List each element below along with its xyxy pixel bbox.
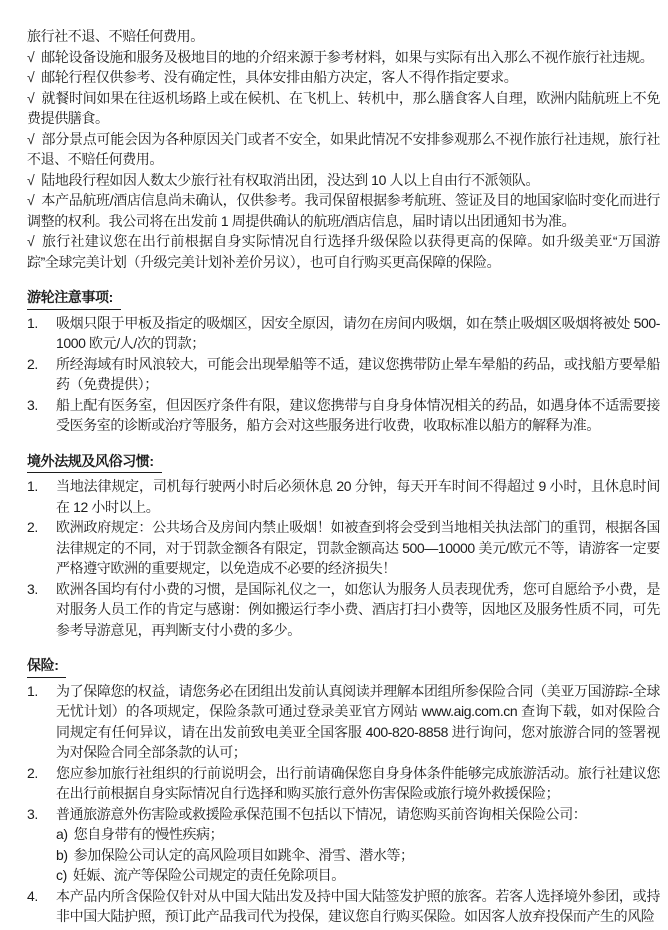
check-mark-icon: √ xyxy=(27,192,35,208)
item-number: 1. xyxy=(27,314,38,331)
notice-text: 部分景点可能会因为各种原因关门或者不安全，如果此情况不安排参观那么不视作旅行社违规，旅行社不退、不赔任何费用。 xyxy=(27,130,660,167)
numbered-item xyxy=(27,804,660,886)
sub-item-marker: b) xyxy=(56,846,68,863)
sub-item-text: 参加保险公司认定的高风险项目如跳伞、滑雪、潜水等； xyxy=(73,846,414,863)
section-heading-text: 保险: xyxy=(27,655,66,678)
section-heading-text: 境外法规及风俗习惯: xyxy=(27,451,162,474)
notice-item xyxy=(27,231,660,272)
item-text: 为了保障您的权益，请您务必在团组出发前认真阅读并理解本团组所参保险合同（美亚万国游踪-全球无忧计划）的各项规定，保险条款可通过登录美亚官方网站 www.aig.com.cn 查询下载，如对保险合同规定有任何异议，请在出发前致电美亚全国客服 400-820-8858 进行询问，您对旅游合同的签署视为对保险合同全部条款的认可； xyxy=(56,682,660,760)
item-number: 3. xyxy=(27,805,38,822)
check-mark-icon: √ xyxy=(27,69,35,85)
numbered-item xyxy=(27,395,660,436)
numbered-item xyxy=(27,476,660,517)
sub-item-marker: c) xyxy=(56,867,67,883)
item-text: 本产品内所含保险仅针对从中国大陆出发及持中国大陆签发护照的旅客。若客人选择境外参团，或持非中国大陆护照，预订此产品我司代为投保，建议您自行购买保险。如因客人放弃投保而产生的风险 xyxy=(56,887,660,924)
numbered-item xyxy=(27,517,660,579)
item-number: 2. xyxy=(27,764,38,781)
check-mark-icon: √ xyxy=(27,130,35,147)
item-number: 4. xyxy=(27,887,38,904)
notice-text: 邮轮设备设施和服务及极地目的地的介绍来源于参考材料，如果与实际有出入那么不视作旅行社违规。 xyxy=(41,48,654,65)
notice-item xyxy=(27,129,660,170)
item-text: 您应参加旅行社组织的行前说明会，出行前请确保您自身身体条件能够完成旅游活动。旅行社建议您在出行前根据自身实际情况自行选择和购买旅行意外伤害保险或旅行境外救援保险； xyxy=(56,764,660,801)
section-heading-insurance xyxy=(27,655,660,678)
numbered-item xyxy=(27,763,660,804)
numbered-item xyxy=(27,579,660,641)
item-text: 吸烟只限于甲板及指定的吸烟区，因安全原因，请勿在房间内吸烟，如在禁止吸烟区吸烟将被处 500-1000 欧元/人/次的罚款； xyxy=(56,314,660,351)
section-heading-cruise-notes xyxy=(27,287,660,310)
notice-text: 就餐时间如果在往返机场路上或在候机、在飞机上、转机中，那么膳食客人自理，欧洲内陆航班上不免费提供膳食。 xyxy=(27,89,660,126)
numbered-item xyxy=(27,886,660,927)
sub-item-text: 您自身带有的慢性疾病； xyxy=(73,826,224,842)
numbered-item xyxy=(27,354,660,395)
item-number: 2. xyxy=(27,355,38,372)
notice-text: 陆地段行程如因人数太少旅行社有权取消出团，没达到 10 人以上自由行不派领队。 xyxy=(41,171,540,188)
item-number: 1. xyxy=(27,682,38,699)
item-text: 欧洲政府规定：公共场合及房间内禁止吸烟！如被查到将会受到当地相关执法部门的重罚，根据各国法律规定的不同，对于罚款金额各有限定，罚款金额高达 500—10000 美元/欧元不等，请游客一定要严格遵守欧洲的重要规定，以免造成不必要的经济损失！ xyxy=(56,519,660,576)
check-mark-icon: √ xyxy=(27,233,35,249)
notice-text: 本产品航班/酒店信息尚未确认，仅供参考。我司保留根据参考航班、签证及目的地国家临时变化而进行调整的权利。我公司将在出发前 1 周提供确认的航班/酒店信息，届时请以出团通知书为准。 xyxy=(27,192,660,229)
check-mark-icon: √ xyxy=(27,171,35,188)
sub-item xyxy=(56,824,660,845)
notice-item xyxy=(27,47,660,68)
sub-item-marker: a) xyxy=(56,826,68,842)
check-mark-icon: √ xyxy=(27,89,35,106)
item-text: 欧洲各国均有付小费的习惯，是国际礼仪之一，如您认为服务人员表现优秀，您可自愿给予小费，是对服务人员工作的肯定与感谢：例如搬运行李小费、酒店打扫小费等，因地区及服务性质不同，可先参考导游意见，再判断支付小费的多少。 xyxy=(56,580,660,638)
sub-item xyxy=(56,845,660,866)
numbered-item xyxy=(27,681,660,763)
item-number: 3. xyxy=(27,580,38,597)
notice-item xyxy=(27,190,660,231)
sub-item-text: 妊娠、流产等保险公司规定的责任免除项目。 xyxy=(72,867,345,883)
section-heading-text: 游轮注意事项: xyxy=(27,287,121,310)
notice-item xyxy=(27,88,660,129)
section-heading-overseas-laws-customs xyxy=(27,451,660,474)
numbered-item xyxy=(27,313,660,354)
notice-item xyxy=(27,67,660,88)
sub-item xyxy=(56,865,660,886)
item-text: 船上配有医务室，但因医疗条件有限，建议您携带与自身身体情况相关的药品，如遇身体不适需要接受医务室的诊断或治疗等服务，船方会对这些服务进行收费，收取标准以船方的解释为准。 xyxy=(56,396,660,433)
notice-text: 邮轮行程仅供参考、没有确定性，具体安排由船方决定，客人不得作指定要求。 xyxy=(41,69,518,85)
notice-text: 旅行社建议您在出行前根据自身实际情况自行选择升级保险以获得更高的保障。如升级美亚“万国游踪”全球完美计划（升级完美计划补差价另议），也可自行购买更高保障的保险。 xyxy=(27,233,660,270)
item-number: 2. xyxy=(27,519,38,535)
item-number: 1. xyxy=(27,478,38,494)
item-text: 当地法律规定，司机每行驶两小时后必须休息 20 分钟，每天开车时间不得超过 9 小时，且休息时间在 12 小时以上。 xyxy=(56,478,660,515)
item-text: 普通旅游意外伤害险或救援险承保范围不包括以下情况，请您购买前咨询相关保险公司： xyxy=(56,805,587,822)
item-text: 所经海域有时风浪较大，可能会出现晕船等不适，建议您携带防止晕车晕船的药品，或找船方要晕船药（免费提供）； xyxy=(56,355,660,392)
notice-item xyxy=(27,170,660,191)
check-mark-icon: √ xyxy=(27,48,35,65)
intro-continuation: 旅行社不退、不赔任何费用。 xyxy=(27,28,204,44)
item-number: 3. xyxy=(27,396,38,413)
